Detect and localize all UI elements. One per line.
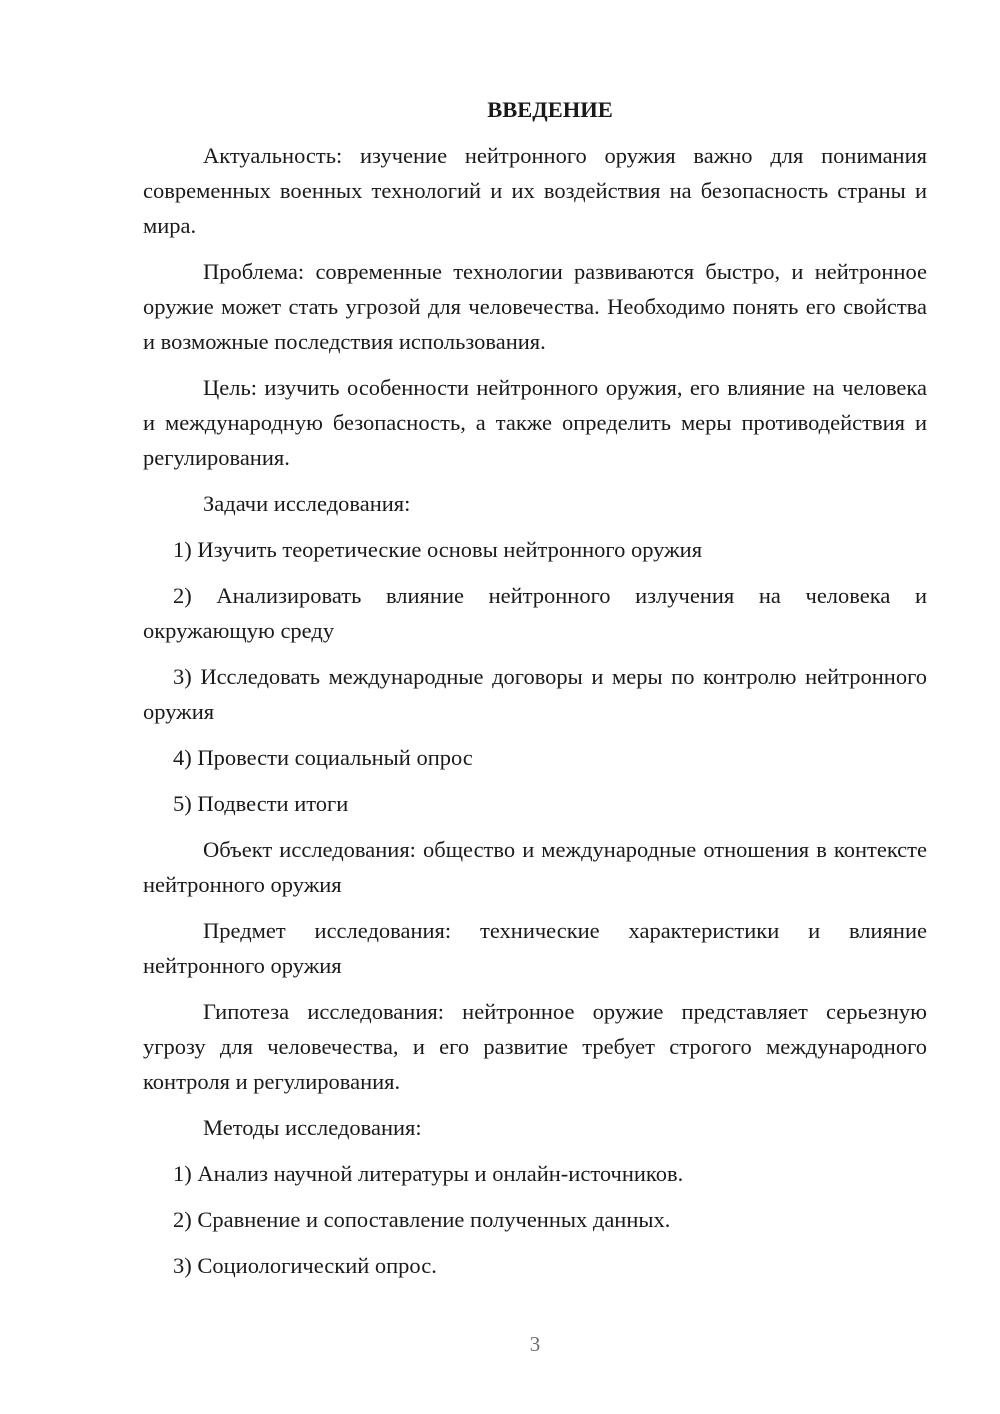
paragraph-tasks-heading: Задачи исследования: — [203, 491, 411, 516]
list-item-task-4: 4) Провести социальный опрос — [173, 745, 473, 770]
list-item-task-2: 2) Анализировать влияние нейтронного излучения на человека и окружающую среду — [143, 583, 927, 643]
page-number: 3 — [529, 1332, 541, 1356]
list-item-task-1: 1) Изучить теоретические основы нейтронного оружия — [173, 537, 703, 562]
paragraph-problem: Проблема: современные технологии развиваются быстро, и нейтронное оружие может стать угрозой для человечества. Необходимо понять его свойства и возможные последствия использования. — [143, 259, 927, 354]
list-item-task-5: 5) Подвести итоги — [173, 791, 349, 816]
list-item-method-1: 1) Анализ научной литературы и онлайн-источников. — [173, 1161, 684, 1186]
paragraph-relevance: Актуальность: изучение нейтронного оружия важно для понимания современных военных технологий и их воздействия на безопасность страны и мира. — [143, 143, 927, 238]
list-item-method-2: 2) Сравнение и сопоставление полученных данных. — [173, 1207, 671, 1232]
paragraph-goal: Цель: изучить особенности нейтронного оружия, его влияние на человека и международную безопасность, а также определить меры противодействия и регулирования. — [143, 375, 927, 470]
paragraph-hypothesis: Гипотеза исследования: нейтронное оружие представляет серьезную угрозу для человечества, и его развитие требует строгого международного контроля и регулирования. — [143, 999, 927, 1094]
page-content — [143, 92, 927, 1294]
paragraph-subject: Предмет исследования: технические характеристики и влияние нейтронного оружия — [143, 918, 927, 978]
list-item-task-3: 3) Исследовать международные договоры и меры по контролю нейтронного оружия — [143, 664, 927, 724]
paragraph-methods-heading: Методы исследования: — [203, 1115, 422, 1140]
list-item-method-3: 3) Социологический опрос. — [173, 1253, 437, 1278]
paragraph-object: Объект исследования: общество и международные отношения в контексте нейтронного оружия — [143, 837, 927, 897]
section-title: ВВЕДЕНИЕ — [487, 97, 613, 122]
